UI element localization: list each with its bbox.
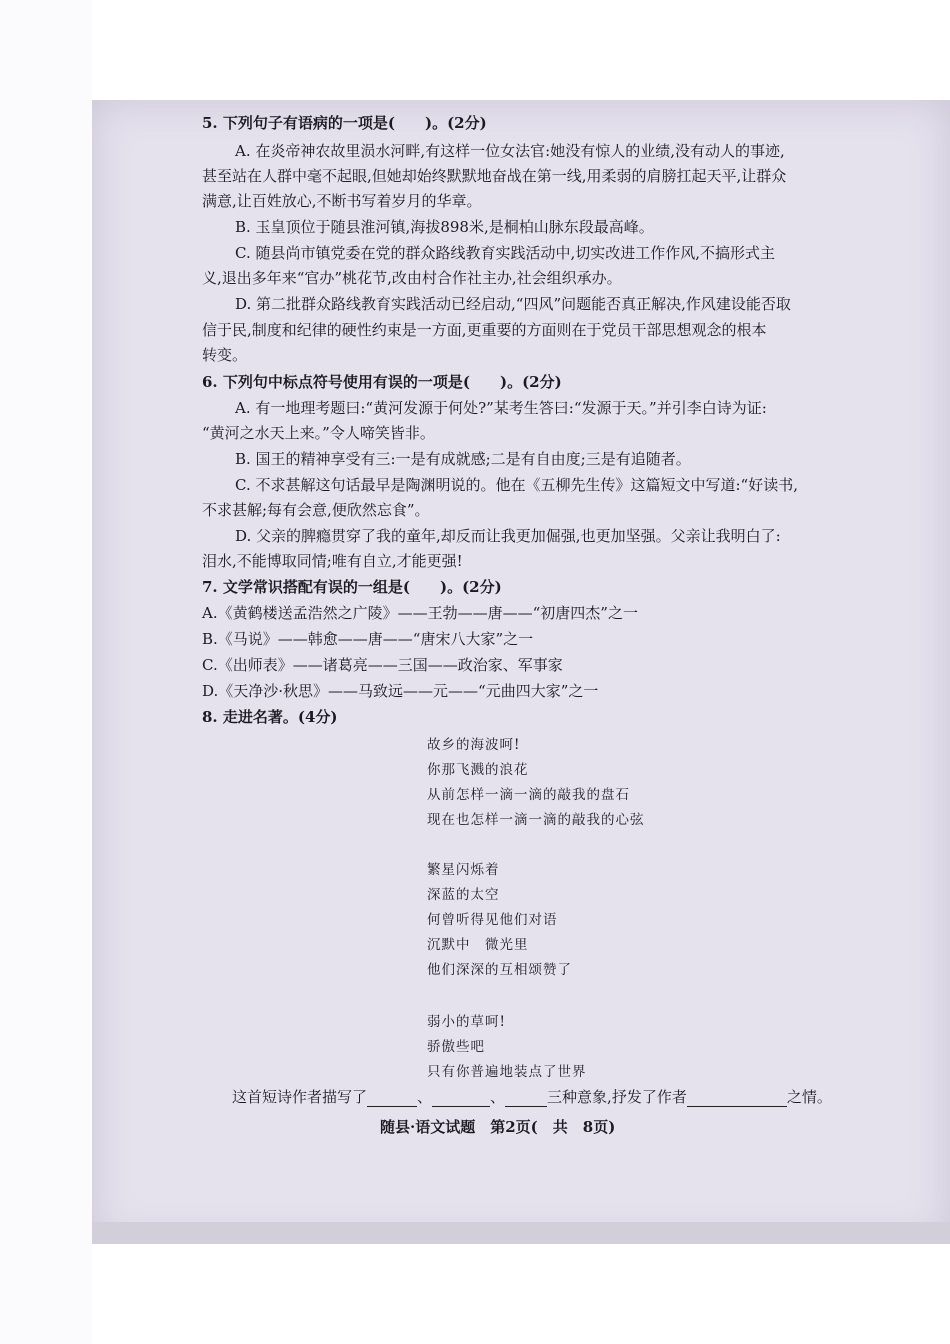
answer-prefix: 这首短诗作者描写了	[232, 1088, 368, 1106]
q8-answer-sentence	[232, 1087, 832, 1107]
answer-blank-3[interactable]	[505, 1090, 547, 1107]
poem-line: 繁星闪烁着	[427, 862, 500, 878]
answer-separator: 、	[417, 1088, 433, 1106]
answer-separator: 、	[490, 1088, 506, 1106]
q5-option-c: C. 随县尚市镇党委在党的群众路线教育实践活动中,切实改进工作作风,不搞形式主	[235, 244, 776, 262]
poem-line: 现在也怎样一滴一滴的敲我的心弦	[427, 812, 645, 828]
q5-stem: 5. 下列句子有语病的一项是( )。(2分)	[202, 114, 487, 132]
answer-mid: 三种意象,抒发了作者	[547, 1088, 687, 1106]
page-footer: 随县·语文试题 第2页( 共 8页)	[380, 1118, 616, 1136]
answer-blank-1[interactable]	[367, 1090, 417, 1107]
q7-option-d: D.《天净沙·秋思》——马致远——元——“元曲四大家”之一	[202, 682, 599, 700]
poem-line: 故乡的海波呵!	[427, 737, 521, 753]
poem-line: 只有你普遍地装点了世界	[427, 1064, 587, 1080]
q5-option-c-cont: 义,退出多年来“官办”桃花节,改由村合作社主办,社会组织承办。	[202, 269, 622, 287]
q5-option-a-cont: 甚至站在人群中毫不起眼,但她却始终默默地奋战在第一线,用柔弱的肩膀扛起天平,让群众	[202, 167, 787, 185]
poem-line: 何曾听得见他们对语	[427, 912, 558, 928]
poem-line: 沉默中 微光里	[427, 937, 529, 953]
q6-option-d: D. 父亲的脾瘾贯穿了我的童年,却反而让我更加倔强,也更加坚强。父亲让我明白了:	[235, 527, 781, 545]
q7-option-b: B.《马说》——韩愈——唐——“唐宋八大家”之一	[202, 630, 534, 648]
poem-line: 深蓝的太空	[427, 887, 500, 903]
q8-stem: 8. 走进名著。(4分)	[202, 708, 338, 726]
q7-option-a: A.《黄鹤楼送孟浩然之广陵》——王勃——唐——“初唐四杰”之一	[202, 604, 638, 622]
answer-blank-2[interactable]	[432, 1090, 490, 1107]
poem-line: 你那飞溅的浪花	[427, 762, 529, 778]
q5-option-d: D. 第二批群众路线教育实践活动已经启动,“四风”问题能否真正解决,作风建设能否取	[235, 295, 791, 313]
q5-option-d-cont: 转变。	[202, 346, 248, 364]
poem-line: 他们深深的互相颂赞了	[427, 962, 572, 978]
q5-option-a-cont: 满意,让百姓放心,不断书写着岁月的华章。	[202, 192, 482, 210]
q5-option-b: B. 玉皇顶位于随县淮河镇,海拔898米,是桐柏山脉东段最高峰。	[235, 218, 654, 236]
q5-option-a: A. 在炎帝神农故里涢水河畔,有这样一位女法官:她没有惊人的业绩,没有动人的事迹,	[235, 142, 785, 160]
q6-option-c-cont: 不求甚解;每有会意,便欣然忘食”。	[202, 501, 430, 519]
q7-stem: 7. 文学常识搭配有误的一组是( )。(2分)	[202, 578, 502, 596]
answer-suffix: 之情。	[786, 1088, 832, 1106]
q6-option-c: C. 不求甚解这句话最早是陶渊明说的。他在《五柳先生传》这篇短文中写道:“好读书,	[235, 476, 798, 494]
q5-option-d-cont: 信于民,制度和纪律的硬性约束是一方面,更重要的方面则在于党员干部思想观念的根本	[202, 321, 767, 339]
q6-stem: 6. 下列句中标点符号使用有误的一项是( )。(2分)	[202, 373, 562, 391]
answer-blank-4[interactable]	[687, 1090, 787, 1107]
q6-option-b: B. 国王的精神享受有三:一是有成就感;二是有自由度;三是有追随者。	[235, 450, 691, 468]
poem-line: 从前怎样一滴一滴的敲我的盘石	[427, 787, 630, 803]
q7-option-c: C.《出师表》——诸葛亮——三国——政治家、军事家	[202, 656, 563, 674]
q6-option-a-cont: “黄河之水天上来。”令人啼笑皆非。	[202, 424, 435, 442]
q6-option-a: A. 有一地理考题曰:“黄河发源于何处?”某考生答曰:“发源于天。”并引李白诗为证:	[235, 399, 767, 417]
sheet-edge	[92, 1222, 950, 1244]
poem-line: 骄傲些吧	[427, 1039, 485, 1055]
q6-option-d-cont: 泪水,不能博取同情;唯有自立,才能更强!	[202, 552, 463, 570]
scan-background	[0, 0, 92, 1344]
poem-line: 弱小的草呵!	[427, 1014, 506, 1030]
